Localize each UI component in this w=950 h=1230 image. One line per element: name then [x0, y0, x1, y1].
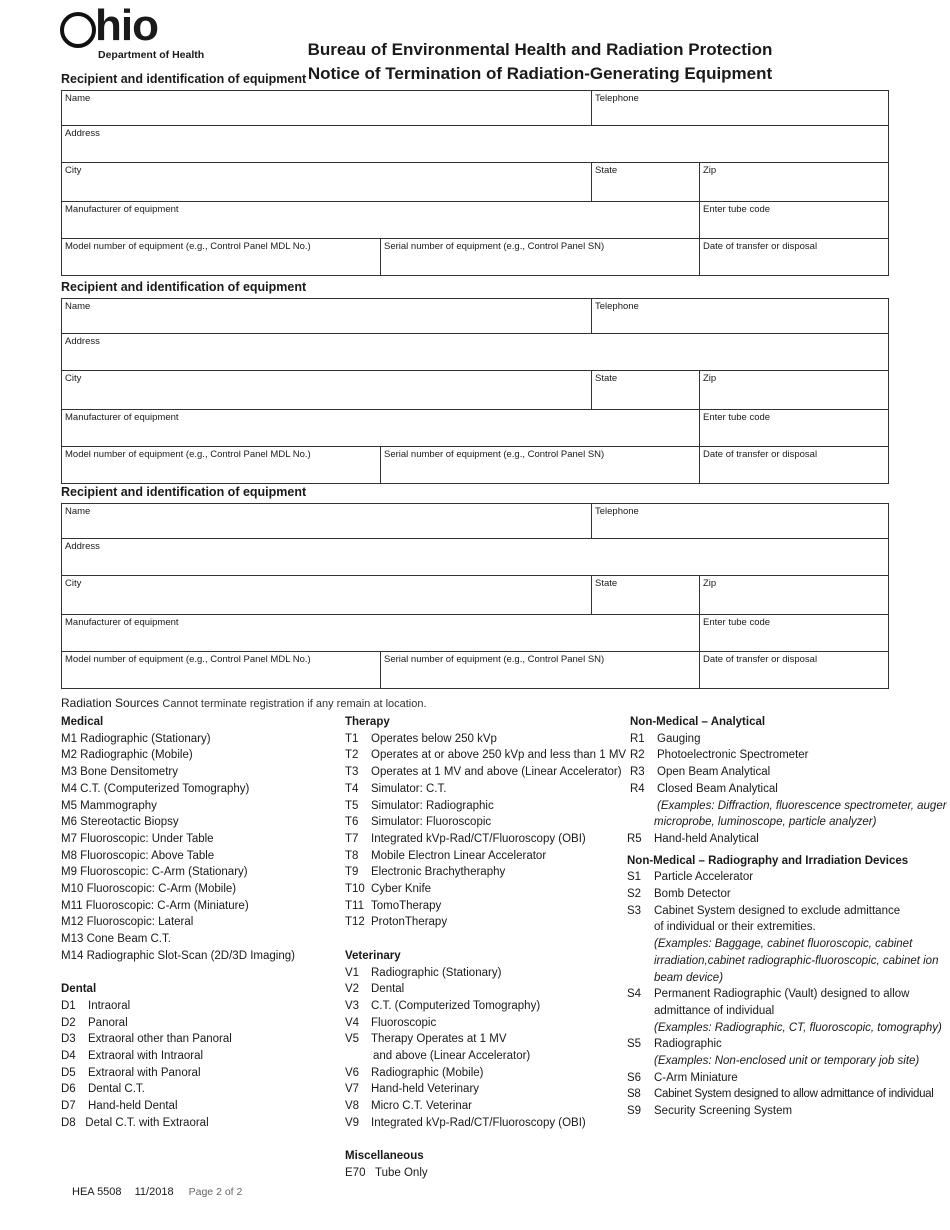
list-item: M1 Radiographic (Stationary)	[61, 732, 211, 745]
non-medical-column	[627, 714, 947, 1120]
list-item	[627, 1103, 927, 1120]
state-field[interactable]: State	[591, 163, 699, 201]
item-label: C-Arm Miniature	[654, 1071, 738, 1084]
miscellaneous-heading: Miscellaneous	[345, 1150, 424, 1163]
item-label: Electronic Brachytheraphy	[371, 866, 506, 879]
item-code: V3	[345, 999, 360, 1012]
list-item: M7 Fluoroscopic: Under Table	[61, 832, 214, 845]
item-code: R4	[630, 782, 645, 795]
radiation-sources-note: Cannot terminate registration if any remain at location.	[162, 698, 427, 710]
item-code: V9	[345, 1116, 360, 1129]
list-item	[627, 1086, 934, 1103]
item-label: Extraoral with Intraoral	[88, 1050, 204, 1063]
telephone-field[interactable]: Telephone	[591, 91, 888, 125]
list-item	[345, 965, 615, 982]
manufacturer-field[interactable]: Manufacturer of equipment	[65, 412, 179, 423]
item-code: S1	[627, 871, 642, 884]
list-item	[61, 998, 331, 1015]
form-row	[61, 298, 889, 334]
therapy-heading: Therapy	[345, 716, 390, 728]
item-code: S4	[627, 988, 642, 1001]
item-label: Hand-held Dental	[88, 1100, 178, 1113]
item-label: Radiographic (Mobile)	[371, 1066, 484, 1079]
list-item	[345, 881, 615, 898]
item-label: Micro C.T. Veterinar	[371, 1100, 472, 1113]
title-line-2: Notice of Termination of Radiation-Generating Equipment	[307, 64, 773, 83]
item-code: T4	[345, 782, 359, 795]
item-code: R5	[627, 832, 642, 845]
item-label: Integrated kVp-Rad/CT/Fluoroscopy (OBI)	[371, 832, 586, 845]
list-item	[61, 1098, 331, 1115]
list-item	[61, 1065, 331, 1082]
list-item	[345, 1098, 615, 1115]
list-item: M14 Radiographic Slot-Scan (2D/3D Imaging)	[61, 949, 295, 962]
footer	[72, 1186, 242, 1198]
item-label: Bomb Detector	[654, 888, 731, 901]
list-item	[345, 864, 615, 881]
list-item-continuation: of individual or their extremities.	[654, 921, 816, 934]
therapy-veterinary-column	[345, 714, 627, 1182]
list-item: M13 Cone Beam C.T.	[61, 933, 171, 946]
radiation-sources-heading	[61, 696, 427, 710]
item-code: V7	[345, 1083, 360, 1096]
item-code: V5	[345, 1033, 360, 1046]
telephone-field[interactable]: Telephone	[591, 299, 888, 333]
form-row	[61, 90, 889, 126]
item-label: Operates at 1 MV and above (Linear Accelerator)	[371, 766, 622, 779]
item-code: D1	[61, 999, 76, 1012]
list-item	[345, 731, 615, 748]
list-item	[627, 1036, 927, 1053]
form-row	[61, 334, 889, 371]
dental-heading: Dental	[61, 983, 97, 996]
list-item-continuation: admittance of individual	[654, 1004, 775, 1017]
item-code: R3	[630, 766, 645, 779]
list-item	[627, 781, 927, 798]
item-code: V2	[345, 983, 360, 996]
item-code: T10	[345, 883, 365, 896]
address-field[interactable]: Address	[65, 541, 100, 552]
list-item	[627, 903, 927, 920]
item-label: Tube Only	[375, 1166, 428, 1179]
list-item	[345, 1065, 615, 1082]
item-code: T9	[345, 866, 359, 879]
item-code: T11	[345, 899, 364, 912]
item-label: Photoelectronic Spectrometer	[657, 749, 809, 762]
ohio-logo-word: hio	[95, 1, 158, 50]
item-code: D7	[61, 1100, 76, 1113]
form-row	[61, 371, 889, 410]
item-code: S2	[627, 888, 642, 901]
item-code: T2	[345, 749, 359, 762]
form-row	[61, 410, 889, 447]
ohio-logo-department: Department of Health	[98, 49, 205, 61]
section-1-title: Recipient and identification of equipment	[61, 72, 307, 86]
item-code: V4	[345, 1016, 360, 1029]
serial-number-field[interactable]: Serial number of equipment (e.g., Control Panel SN)	[380, 652, 699, 688]
item-code: D2	[61, 1016, 76, 1029]
form-row	[61, 615, 889, 652]
equipment-form-1	[61, 90, 889, 276]
item-label: Intraoral	[88, 999, 131, 1012]
example-text: irradiation,cabinet radiographic-fluoroscopic, cabinet ion	[654, 954, 939, 967]
equipment-form-3	[61, 503, 889, 689]
item-label: Therapy Operates at 1 MV	[371, 1033, 507, 1046]
state-field[interactable]: State	[591, 576, 699, 614]
name-field[interactable]: Name	[65, 93, 91, 104]
item-code: S9	[627, 1105, 642, 1118]
item-code: R1	[630, 732, 645, 745]
item-code: D6	[61, 1083, 76, 1096]
example-text: beam device)	[654, 971, 724, 984]
item-code: S5	[627, 1038, 642, 1051]
item-code: R2	[630, 749, 645, 762]
item-label: Cabinet System designed to exclude admittance	[654, 904, 901, 917]
page-number: Page 2 of 2	[188, 1186, 243, 1198]
form-row	[61, 202, 889, 239]
model-number-field[interactable]: Model number of equipment (e.g., Control Panel MDL No.)	[65, 241, 311, 252]
list-item: M11 Fluoroscopic: C-Arm (Miniature)	[61, 899, 249, 912]
analytical-heading: Non-Medical – Analytical	[630, 716, 766, 728]
model-number-field[interactable]: Model number of equipment (e.g., Control Panel MDL No.)	[65, 654, 311, 665]
list-item	[627, 986, 927, 1003]
list-item	[345, 1165, 615, 1182]
list-item	[345, 1015, 615, 1032]
list-item: M3 Bone Densitometry	[61, 766, 178, 779]
tube-code-field[interactable]: Enter tube code	[699, 615, 888, 651]
item-code: T6	[345, 816, 359, 829]
list-item	[345, 764, 622, 781]
item-code: D3	[61, 1033, 76, 1046]
list-item	[61, 1048, 331, 1065]
item-label: Simulator: C.T.	[371, 782, 447, 795]
list-item	[345, 848, 615, 865]
item-label: Mobile Electron Linear Accelerator	[371, 849, 547, 862]
list-item	[345, 914, 615, 931]
item-label: Integrated kVp-Rad/CT/Fluoroscopy (OBI)	[371, 1116, 586, 1129]
form-number: HEA 5508	[72, 1186, 122, 1198]
item-code: T7	[345, 832, 359, 845]
ohio-logo-o-mark	[60, 12, 96, 48]
example-text: (Examples: Radiographic, CT, fluoroscopic, tomography)	[654, 1021, 942, 1034]
item-label: C.T. (Computerized Tomography)	[371, 999, 541, 1012]
list-item: D8 Detal C.T. with Extraoral	[61, 1116, 209, 1129]
list-item	[345, 831, 615, 848]
list-item: M6 Stereotactic Biopsy	[61, 816, 179, 829]
list-item	[627, 764, 927, 781]
list-item	[345, 998, 615, 1015]
item-code: T8	[345, 849, 359, 862]
item-label: Particle Accelerator	[654, 871, 754, 884]
form-date: 11/2018	[134, 1186, 174, 1198]
list-item	[627, 747, 927, 764]
item-label: Closed Beam Analytical	[657, 782, 778, 795]
list-item: M4 C.T. (Computerized Tomography)	[61, 782, 250, 795]
list-item	[627, 886, 927, 903]
form-row	[61, 163, 889, 202]
list-item	[345, 1115, 615, 1132]
list-item	[61, 1015, 331, 1032]
transfer-date-field[interactable]: Date of transfer or disposal	[699, 447, 888, 483]
list-item: M10 Fluoroscopic: C-Arm (Mobile)	[61, 883, 237, 896]
form-row	[61, 539, 889, 576]
city-field[interactable]: City	[65, 165, 82, 176]
form-row	[61, 239, 889, 276]
name-field[interactable]: Name	[65, 301, 91, 312]
transfer-date-field[interactable]: Date of transfer or disposal	[699, 239, 888, 275]
form-row	[61, 576, 889, 615]
item-label: Hand-held Veterinary	[371, 1083, 480, 1096]
form-row	[61, 126, 889, 163]
list-item	[627, 831, 927, 848]
tube-code-field[interactable]: Enter tube code	[699, 410, 888, 446]
item-code: D4	[61, 1050, 76, 1063]
zip-field[interactable]: Zip	[699, 371, 888, 409]
list-item: M9 Fluoroscopic: C-Arm (Stationary)	[61, 866, 248, 879]
item-code: V1	[345, 966, 360, 979]
item-label: Open Beam Analytical	[657, 766, 771, 779]
model-number-field[interactable]: Model number of equipment (e.g., Control Panel MDL No.)	[65, 449, 311, 460]
serial-number-field[interactable]: Serial number of equipment (e.g., Control Panel SN)	[380, 447, 699, 483]
item-code: T12	[345, 916, 365, 929]
item-label: Operates below 250 kVp	[371, 732, 497, 745]
list-item	[627, 731, 927, 748]
example-text: (Examples: Diffraction, fluorescence spectrometer, auger	[657, 799, 947, 812]
list-item: M8 Fluoroscopic: Above Table	[61, 849, 215, 862]
item-label: Radiographic	[654, 1038, 722, 1051]
title-line-1: Bureau of Environmental Health and Radiation Protection	[307, 40, 773, 59]
medical-dental-column	[61, 714, 331, 1132]
item-code: V6	[345, 1066, 360, 1079]
item-label: Gauging	[657, 732, 701, 745]
example-text: (Examples: Non-enclosed unit or temporary job site)	[654, 1055, 920, 1068]
item-code: S6	[627, 1071, 642, 1084]
item-label: Panoral	[88, 1016, 128, 1029]
telephone-field[interactable]: Telephone	[591, 504, 888, 538]
item-label: Dental	[371, 983, 405, 996]
radiation-sources-title: Radiation Sources	[61, 696, 160, 710]
item-label: Dental C.T.	[88, 1083, 145, 1096]
item-label: Fluoroscopic	[371, 1016, 437, 1029]
list-item	[345, 898, 615, 915]
example-text: (Examples: Baggage, cabinet fluoroscopic, cabinet	[654, 938, 913, 951]
radiography-heading: Non-Medical – Radiography and Irradiation Devices	[627, 854, 909, 867]
ohio-logo	[60, 1, 220, 62]
list-item: M12 Fluoroscopic: Lateral	[61, 916, 194, 929]
item-code: T1	[345, 732, 359, 745]
item-code: S8	[627, 1088, 641, 1101]
transfer-date-field[interactable]: Date of transfer or disposal	[699, 652, 888, 688]
list-item	[345, 1081, 615, 1098]
city-field[interactable]: City	[65, 373, 82, 384]
equipment-form-2	[61, 298, 889, 484]
name-field[interactable]: Name	[65, 506, 91, 517]
item-label: Security Screening System	[654, 1105, 793, 1118]
list-item	[345, 798, 615, 815]
manufacturer-field[interactable]: Manufacturer of equipment	[65, 617, 179, 628]
page-title	[270, 38, 810, 86]
item-label: Simulator: Radiographic	[371, 799, 494, 812]
address-field[interactable]: Address	[65, 128, 100, 139]
state-field[interactable]: State	[591, 371, 699, 409]
medical-heading: Medical	[61, 716, 104, 728]
list-item	[61, 1031, 331, 1048]
list-item: M2 Radiographic (Mobile)	[61, 749, 193, 762]
list-item	[345, 814, 615, 831]
item-label: Radiographic (Stationary)	[371, 966, 502, 979]
item-code: D5	[61, 1066, 76, 1079]
item-label: Extraoral other than Panoral	[88, 1033, 232, 1046]
zip-field[interactable]: Zip	[699, 576, 888, 614]
list-item	[345, 781, 615, 798]
item-label: Simulator: Fluoroscopic	[371, 816, 492, 829]
list-item	[345, 747, 627, 764]
list-item	[345, 981, 615, 998]
form-row	[61, 652, 889, 689]
item-code: E70	[345, 1166, 366, 1179]
city-field[interactable]: City	[65, 578, 82, 589]
item-label: ProtonTherapy	[371, 916, 448, 929]
manufacturer-field[interactable]: Manufacturer of equipment	[65, 204, 179, 215]
item-code: V8	[345, 1100, 360, 1113]
item-label: Cyber Knife	[371, 883, 432, 896]
tube-code-field[interactable]: Enter tube code	[699, 202, 888, 238]
item-label: Cabinet System designed to allow admittance of individual	[654, 1088, 934, 1101]
list-item	[61, 1081, 331, 1098]
item-code: T3	[345, 766, 359, 779]
veterinary-heading: Veterinary	[345, 949, 401, 962]
item-label: Hand-held Analytical	[654, 832, 759, 845]
item-label: Extraoral with Panoral	[88, 1066, 201, 1079]
item-code: S3	[627, 904, 642, 917]
list-item: M5 Mammography	[61, 799, 157, 812]
zip-field[interactable]: Zip	[699, 163, 888, 201]
item-label: TomoTherapy	[371, 899, 442, 912]
address-field[interactable]: Address	[65, 336, 100, 347]
item-code: T5	[345, 799, 359, 812]
section-3-title: Recipient and identification of equipment	[61, 485, 307, 499]
serial-number-field[interactable]: Serial number of equipment (e.g., Control Panel SN)	[380, 239, 699, 275]
form-row	[61, 503, 889, 539]
example-text: microprobe, luminoscope, particle analyzer)	[654, 816, 877, 829]
form-row	[61, 447, 889, 484]
list-item	[627, 869, 927, 886]
section-2-title: Recipient and identification of equipment	[61, 280, 307, 294]
list-item	[627, 1070, 927, 1087]
item-label: Permanent Radiographic (Vault) designed to allow	[654, 988, 910, 1001]
list-item	[345, 1031, 615, 1048]
list-item-continuation: and above (Linear Accelerator)	[373, 1050, 531, 1063]
item-label: Operates at or above 250 kVp and less than 1 MV	[371, 749, 627, 762]
